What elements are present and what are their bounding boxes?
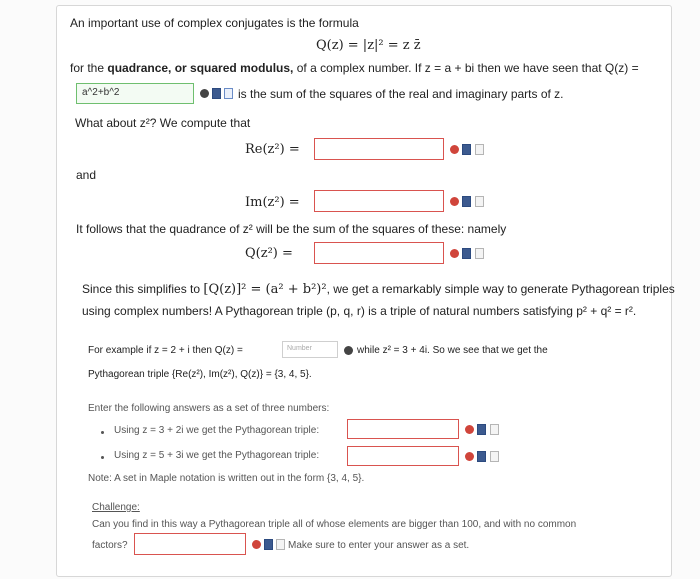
help-icon[interactable] bbox=[475, 248, 484, 259]
number-input[interactable] bbox=[282, 341, 338, 358]
challenge-line1: Can you find in this way a Pythagorean triple all of whose elements are bigger than 100, and with no common bbox=[92, 519, 577, 530]
help-icon[interactable] bbox=[490, 424, 499, 435]
quadrance-formula: Q(z) = |z|² = z z̄ bbox=[316, 38, 421, 53]
error-status-icon bbox=[450, 197, 459, 206]
error-status-icon bbox=[450, 249, 459, 258]
q-z2-label: Q(z²) = bbox=[245, 246, 293, 261]
error-status-icon bbox=[252, 540, 261, 549]
sum-of-squares-text: is the sum of the squares of the real and imaginary parts of z. bbox=[238, 87, 564, 101]
pythagorean-definition: using complex numbers! A Pythagorean triple (p, q, r) is a triple of natural numbers satisfying p² + q² = r². bbox=[82, 304, 637, 318]
example-post: while z² = 3 + 4i. So we see that we get the bbox=[357, 345, 548, 356]
bullet bbox=[101, 456, 104, 459]
help-icon[interactable] bbox=[490, 451, 499, 462]
help-icon[interactable] bbox=[475, 144, 484, 155]
check-status-icon bbox=[344, 346, 353, 355]
and-text: and bbox=[76, 168, 97, 182]
item2-text: Using z = 5 + 3i we get the Pythagorean triple: bbox=[114, 450, 320, 461]
simplify-pre: Since this simplifies to bbox=[82, 282, 201, 296]
preview-icon[interactable] bbox=[477, 451, 486, 462]
example-triple: Pythagorean triple {Re(z²), Im(z²), Q(z)} = {3, 4, 5}. bbox=[88, 369, 312, 380]
example-pre: For example if z = 2 + i then Q(z) = bbox=[88, 345, 243, 356]
triple-2-input[interactable] bbox=[347, 446, 459, 466]
number-placeholder: Number bbox=[287, 345, 312, 352]
error-status-icon bbox=[450, 145, 459, 154]
error-status-icon bbox=[465, 425, 474, 434]
def-post: of a complex number. If z = a + bi then we have seen that Q(z) = bbox=[293, 61, 639, 75]
help-icon[interactable] bbox=[475, 196, 484, 207]
set-notation-note: Note: A set in Maple notation is written out in the form {3, 4, 5}. bbox=[88, 473, 365, 484]
preview-icon[interactable] bbox=[477, 424, 486, 435]
challenge-title: Challenge: bbox=[92, 502, 140, 513]
preview-icon[interactable] bbox=[462, 144, 471, 155]
follows-text: It follows that the quadrance of z² will be the sum of the squares of these: namely bbox=[76, 222, 507, 236]
preview-icon[interactable] bbox=[462, 196, 471, 207]
im-z2-input[interactable] bbox=[314, 190, 444, 212]
intro-text: An important use of complex conjugates is the formula bbox=[70, 16, 359, 30]
simplify-line bbox=[82, 282, 675, 297]
item1-text: Using z = 3 + 2i we get the Pythagorean triple: bbox=[114, 425, 320, 436]
preview-icon[interactable] bbox=[462, 248, 471, 259]
im-label: Im(z²) = bbox=[245, 195, 300, 210]
challenge-input[interactable] bbox=[134, 533, 246, 555]
what-about-z2: What about z²? We compute that bbox=[75, 116, 251, 130]
simplify-expr: [Q(z)]² = (a² + b²)² bbox=[203, 282, 327, 297]
enter-instruction: Enter the following answers as a set of three numbers: bbox=[88, 403, 330, 414]
challenge-line2: factors? bbox=[92, 540, 128, 551]
preview-icon[interactable] bbox=[264, 539, 273, 550]
quadrance-definition bbox=[70, 61, 639, 75]
bullet bbox=[101, 431, 104, 434]
def-bold: quadrance, or squared modulus, bbox=[107, 61, 294, 75]
challenge-hint: Make sure to enter your answer as a set. bbox=[288, 540, 470, 551]
simplify-post: , we get a remarkably simple way to generate Pythagorean triples bbox=[326, 282, 675, 296]
re-z2-input[interactable] bbox=[314, 138, 444, 160]
triple-1-input[interactable] bbox=[347, 419, 459, 439]
answer-q-z-input[interactable]: a^2+b^2 bbox=[76, 83, 194, 104]
q-z2-input[interactable] bbox=[314, 242, 444, 264]
re-label: Re(z²) = bbox=[245, 142, 300, 157]
check-status-icon bbox=[200, 89, 209, 98]
preview-icon[interactable] bbox=[212, 88, 221, 99]
error-status-icon bbox=[465, 452, 474, 461]
def-pre: for the bbox=[70, 61, 108, 75]
help-icon[interactable] bbox=[276, 539, 285, 550]
help-icon[interactable] bbox=[224, 88, 233, 99]
